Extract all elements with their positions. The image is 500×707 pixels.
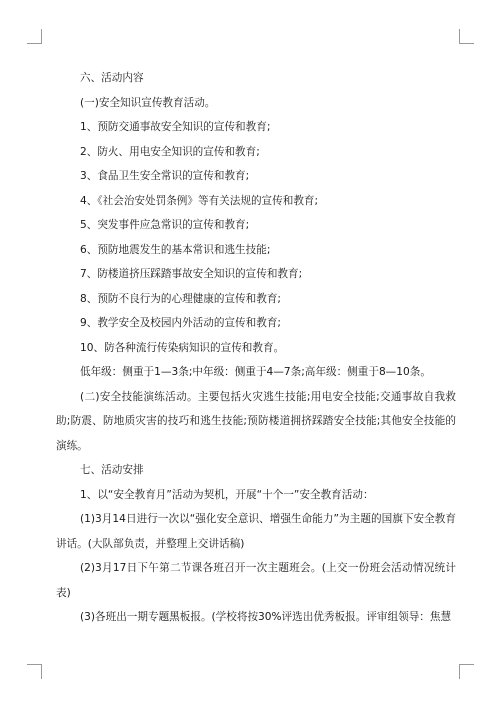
list-item-9: 9、教学安全及校园内外活动的宣传和教育; <box>80 317 281 329</box>
list-item-5: 5、突发事件应急常识的宣传和教育; <box>80 219 250 231</box>
subsection-safety-knowledge: (一)安全知识宣传教育活动。 <box>80 96 216 109</box>
crop-mark-top-right <box>459 29 474 44</box>
list-item-10: 10、防各种流行传染病知识的宣传和教育。 <box>80 341 285 354</box>
section-heading-activity-content: 六、活动内容 <box>80 72 144 84</box>
list-item-2: 2、防火、用电安全知识的宣传和教育; <box>80 145 260 158</box>
list-item-7: 7、防楼道挤压踩踏事故安全知识的宣传和教育; <box>80 268 303 280</box>
document-body <box>56 66 456 630</box>
list-item-1: 1、预防交通事故安全知识的宣传和教育; <box>80 121 271 133</box>
crop-mark-bottom-left <box>27 664 42 679</box>
schedule-item-1: 1、以“安全教育月”活动为契机，开展“十个一”安全教育活动： <box>80 488 374 501</box>
subsection-safety-skills: (二)安全技能演练活动。主要包括火灾逃生技能;用电安全技能;交通事故自我救助;防震、防地质灾害的技巧和逃生技能;预防楼道拥挤踩踏安全技能;其他安全技能的演练。 <box>56 390 456 452</box>
schedule-subitem-3: (3)各班出一期专题黑板报。(学校将按30%评选出优秀板报。评审组领导：焦慧 <box>80 611 452 623</box>
grade-focus-note: 低年级：侧重于1—3条;中年级：侧重于4—7条;高年级：侧重于8—10条。 <box>80 366 431 378</box>
schedule-subitem-2: (2)3月17日下午第二节课各班召开一次主题班会。(上交一份班会活动情况统计表) <box>56 562 456 599</box>
crop-mark-top-left <box>27 29 42 44</box>
section-heading-activity-schedule: 七、活动安排 <box>80 464 144 476</box>
list-item-4: 4、《社会治安处罚条例》等有关法规的宣传和教育; <box>80 194 319 207</box>
list-item-8: 8、预防不良行为的心理健康的宣传和教育; <box>80 292 281 305</box>
list-item-6: 6、预防地震发生的基本常识和逃生技能; <box>80 243 271 256</box>
schedule-subitem-1: (1)3月14日进行一次以“强化安全意识、增强生命能力”为主题的国旗下安全教育讲话。(大队部负责，并整理上交讲话稿) <box>56 513 456 550</box>
crop-mark-bottom-right <box>459 664 474 679</box>
list-item-3: 3、食品卫生安全常识的宣传和教育; <box>80 170 250 182</box>
